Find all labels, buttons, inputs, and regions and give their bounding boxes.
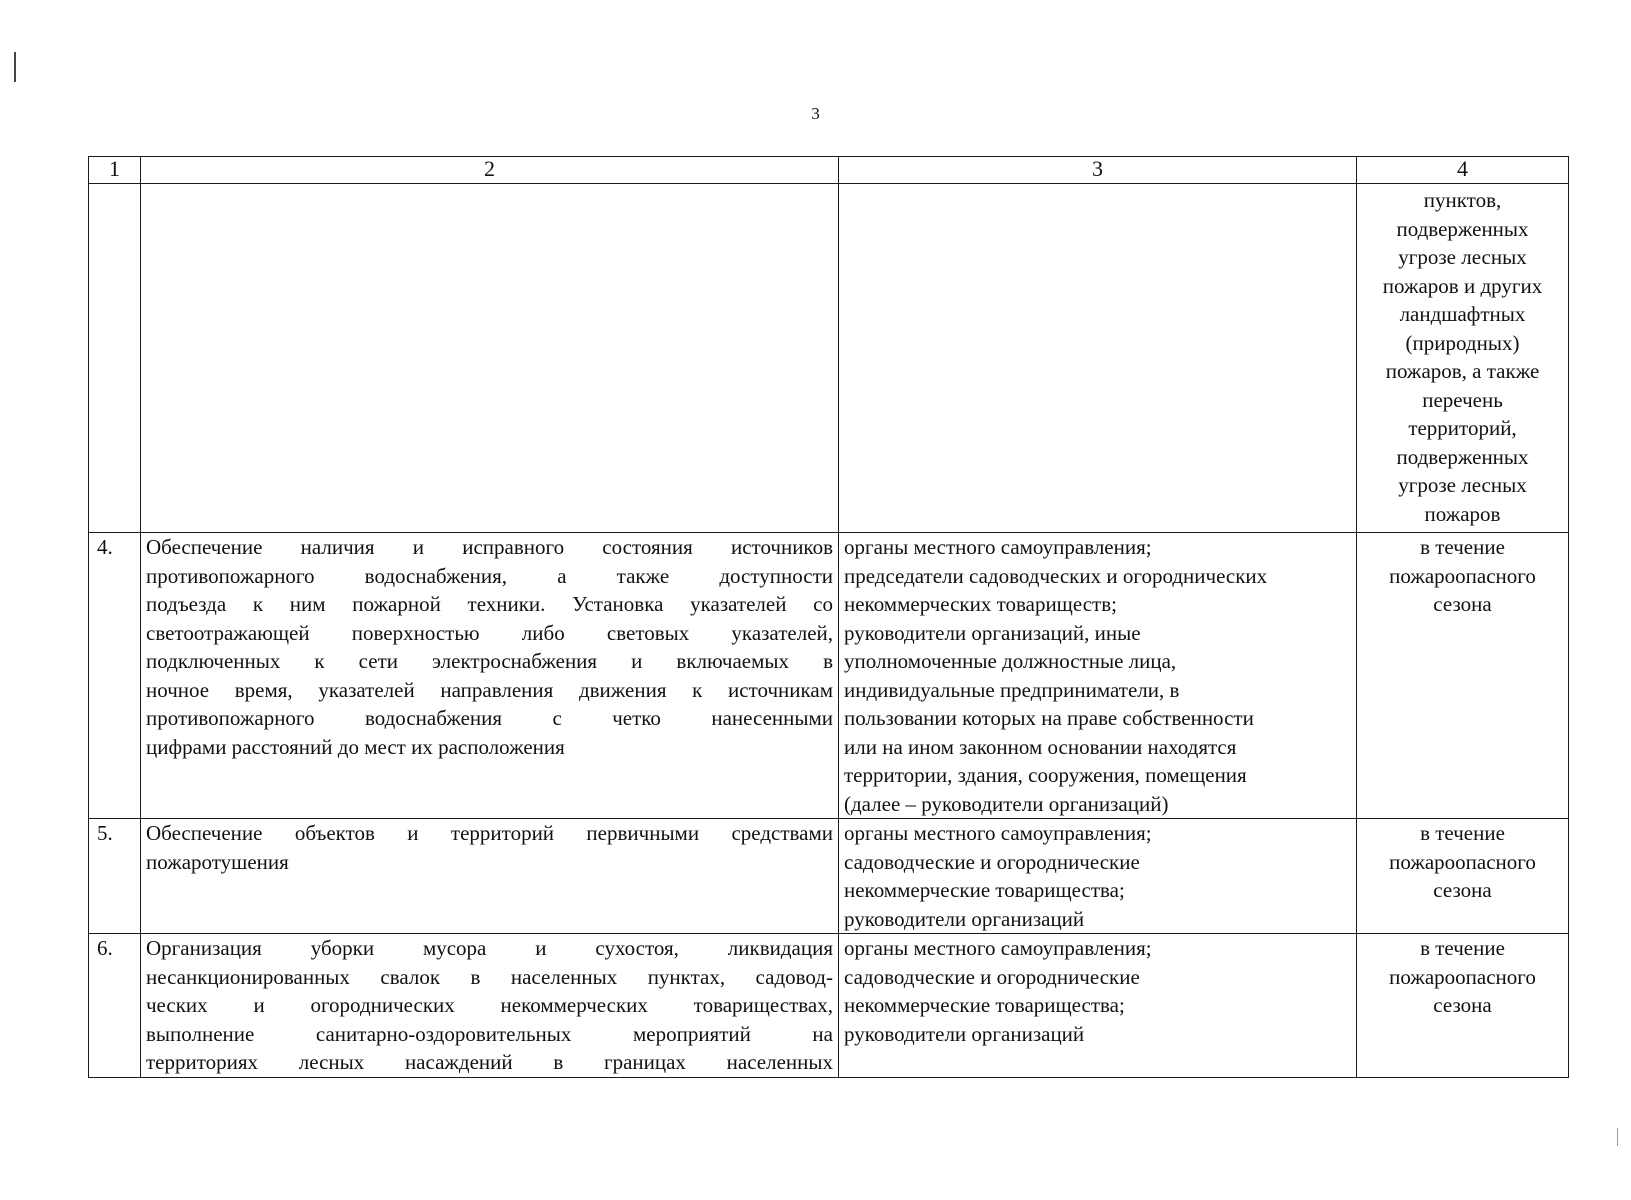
- responsible-line: пользовании которых на праве собственности: [844, 706, 1254, 730]
- responsible-line: садоводческие и огороднические: [844, 964, 1140, 989]
- measure-cell: [141, 184, 839, 533]
- deadline-line: подверженных: [1396, 444, 1529, 469]
- measure-cell: [141, 819, 839, 934]
- responsible-line: органы местного самоуправления;: [844, 535, 1152, 559]
- measure-line: выполнение санитарно-оздоровительных мероприятий на: [146, 1021, 833, 1046]
- deadline-cell: [1357, 934, 1569, 1078]
- deadline-line: угрозе лесных: [1398, 245, 1527, 269]
- row-number-cell: 4.: [89, 533, 141, 819]
- row-number-cell: [89, 184, 141, 533]
- responsible-cell: [839, 934, 1357, 1078]
- measure-line: ческих и огороднических некоммерческих товариществах,: [146, 993, 833, 1017]
- responsible-line: или на ином законном основании находятся: [844, 734, 1237, 759]
- deadline-line: в течение: [1420, 821, 1505, 845]
- measure-cell: [141, 934, 839, 1078]
- responsible-line: некоммерческие товарищества;: [844, 993, 1125, 1017]
- responsible-line: территории, здания, сооружения, помещения: [844, 763, 1247, 787]
- header-cell: 2: [141, 157, 839, 184]
- measure-line: светоотражающей поверхностью либо световых указателей,: [146, 620, 833, 645]
- deadline-cell: [1357, 184, 1569, 533]
- deadline-line: пожароопасного: [1389, 964, 1536, 989]
- deadline-line: в течение: [1420, 936, 1505, 960]
- measure-line: несанкционированных свалок в населенных пунктах, садовод-: [146, 964, 833, 989]
- responsible-line: (далее – руководители организаций): [844, 791, 1169, 816]
- measure-line: Обеспечение наличия и исправного состояния источников: [146, 535, 833, 559]
- measures-table: [88, 156, 1569, 1078]
- measure-line: Организация уборки мусора и сухостоя, ликвидация: [146, 936, 833, 960]
- measure-line: территориях лесных насаждений в границах населенных: [146, 1050, 833, 1074]
- deadline-line: сезона: [1433, 592, 1492, 616]
- deadline-cell: [1357, 819, 1569, 934]
- measure-line: противопожарного водоснабжения, а также доступности: [146, 563, 833, 588]
- measure-line: противопожарного водоснабжения с четко нанесенными: [146, 706, 833, 730]
- responsible-line: индивидуальные предприниматели, в: [844, 677, 1180, 702]
- scan-edge-mark: [1617, 1128, 1618, 1146]
- measure-cell: [141, 533, 839, 819]
- table-row: [89, 533, 1569, 819]
- scan-edge-mark: [14, 52, 16, 82]
- responsible-line: уполномоченные должностные лица,: [844, 649, 1177, 673]
- measure-line: ночное время, указателей направления движения к источникам: [146, 677, 833, 702]
- responsible-line: руководители организаций: [844, 906, 1085, 931]
- deadline-line: перечень: [1422, 387, 1503, 412]
- table-header-row: [89, 157, 1569, 184]
- row-number-cell: 6.: [89, 934, 141, 1078]
- responsible-line: органы местного самоуправления;: [844, 821, 1152, 845]
- deadline-line: в течение: [1420, 535, 1505, 559]
- measure-line: подключенных к сети электроснабжения и включаемых в: [146, 649, 833, 673]
- responsible-line: руководители организаций, иные: [844, 620, 1141, 645]
- responsible-cell: [839, 184, 1357, 533]
- deadline-line: территорий,: [1408, 416, 1517, 440]
- table-row: [89, 184, 1569, 533]
- responsible-line: руководители организаций: [844, 1021, 1085, 1046]
- responsible-cell: [839, 533, 1357, 819]
- measure-line: Обеспечение объектов и территорий первичными средствами: [146, 821, 833, 845]
- table-row: [89, 819, 1569, 934]
- deadline-line: пожаров: [1424, 501, 1501, 526]
- responsible-line: некоммерческих товариществ;: [844, 592, 1117, 616]
- deadline-line: (природных): [1405, 330, 1520, 355]
- header-cell: 3: [839, 157, 1357, 184]
- deadline-line: пунктов,: [1423, 188, 1502, 212]
- deadline-cell: [1357, 533, 1569, 819]
- responsible-line: председатели садоводческих и огороднических: [844, 563, 1268, 588]
- deadline-line: пожароопасного: [1389, 849, 1536, 874]
- deadline-line: ландшафтных: [1399, 302, 1526, 326]
- measure-line: подъезда к ним пожарной техники. Установка указателей со: [146, 592, 833, 616]
- table-row: [89, 934, 1569, 1078]
- responsible-line: некоммерческие товарищества;: [844, 878, 1125, 902]
- responsible-line: садоводческие и огороднические: [844, 849, 1140, 874]
- responsible-line: органы местного самоуправления;: [844, 936, 1152, 960]
- header-cell: 4: [1357, 157, 1569, 184]
- responsible-cell: [839, 819, 1357, 934]
- deadline-line: угрозе лесных: [1398, 473, 1527, 497]
- deadline-line: сезона: [1433, 878, 1492, 902]
- deadline-line: пожаров, а также: [1385, 359, 1540, 383]
- row-number-cell: 5.: [89, 819, 141, 934]
- deadline-line: пожаров и других: [1382, 273, 1543, 298]
- deadline-line: подверженных: [1396, 216, 1529, 241]
- deadline-line: пожароопасного: [1389, 563, 1536, 588]
- header-cell: 1: [89, 157, 141, 184]
- measure-line: цифрами расстояний до мест их расположения: [146, 734, 565, 759]
- page-number: 3: [811, 104, 820, 123]
- measure-line: пожаротушения: [146, 849, 289, 874]
- deadline-line: сезона: [1433, 993, 1492, 1017]
